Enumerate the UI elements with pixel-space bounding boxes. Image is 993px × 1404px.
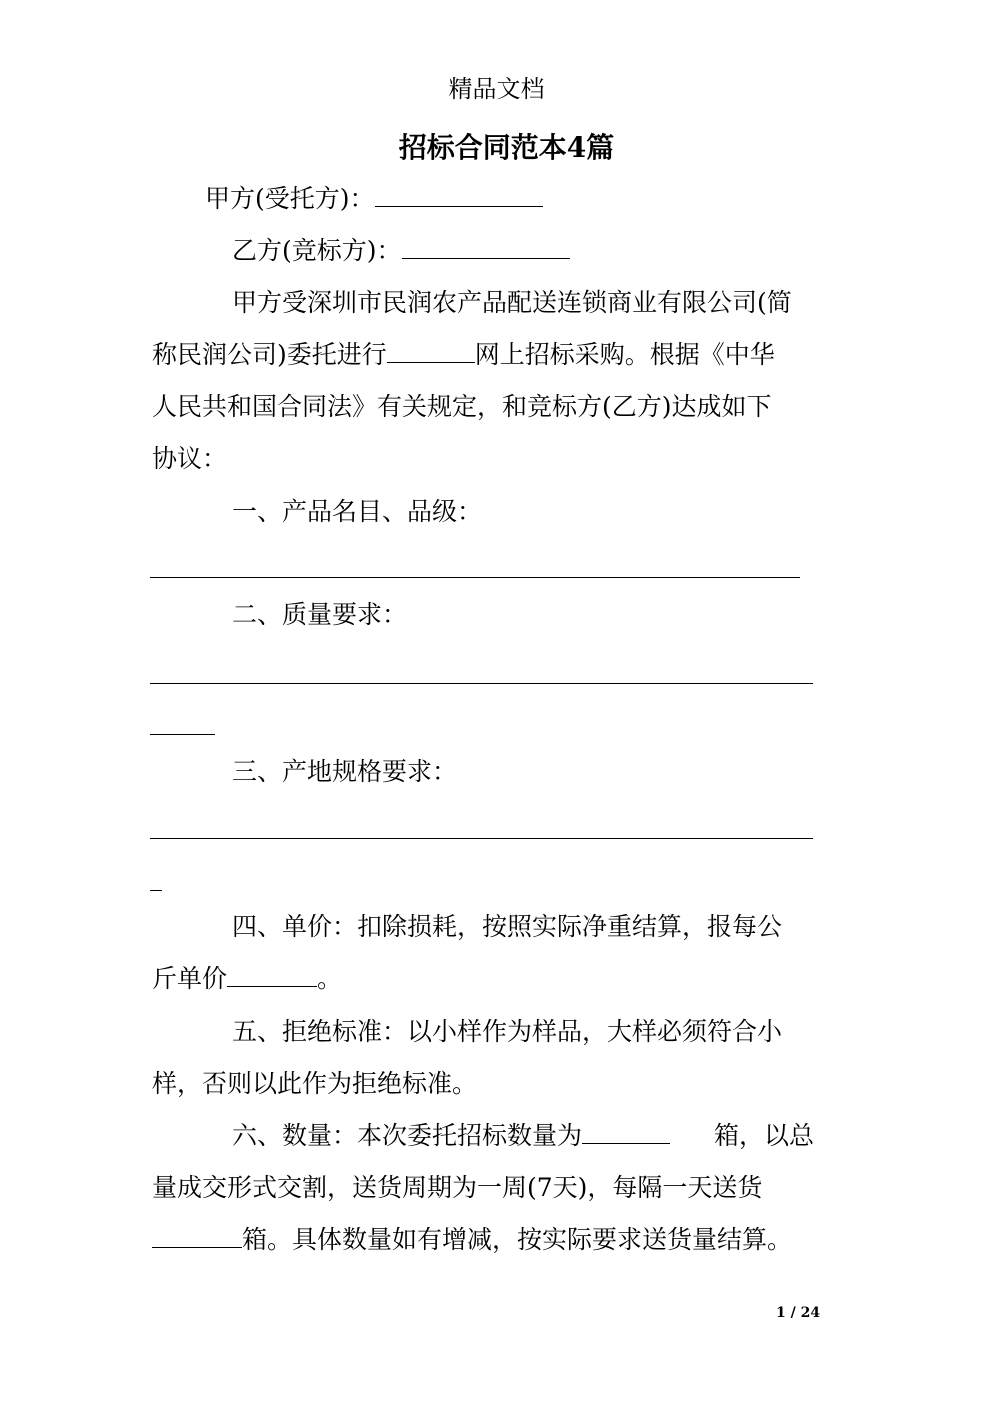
section-6-line-1b: 箱，以总 <box>714 1121 815 1150</box>
section-3-heading: 三、产地规格要求： <box>232 757 458 786</box>
page-number: 1 / 24 <box>776 1305 821 1321</box>
section-6-line-1 <box>232 1121 814 1151</box>
document-title: 招标合同范本4篇 <box>398 131 615 164</box>
intro-line-2 <box>152 340 775 370</box>
party-a-label: 甲方(受托方)： <box>205 184 375 213</box>
section-3-blank-cont[interactable] <box>150 890 162 891</box>
section-2-blank-cont[interactable] <box>150 734 215 735</box>
intro-line-2b: 网上招标采购。根据《中华 <box>474 340 775 369</box>
party-b-label: 乙方(竞标方)： <box>232 236 402 265</box>
party-a-line <box>205 184 543 214</box>
intro-line-1: 甲方受深圳市民润农产品配送连锁商业有限公司(简 <box>232 288 792 317</box>
intro-line-3: 人民共和国合同法》有关规定，和竞标方(乙方)达成如下 <box>152 392 772 421</box>
section-4-line-2b: 。 <box>317 964 343 993</box>
party-b-blank[interactable] <box>402 236 570 259</box>
project-blank[interactable] <box>387 340 475 363</box>
section-6-line-3-text: 箱。具体数量如有增减，按实际要求送货量结算。 <box>242 1225 793 1254</box>
section-2-blank[interactable] <box>150 683 813 684</box>
section-6-line-2: 量成交形式交割，送货周期为一周(7天)，每隔一天送货 <box>152 1173 763 1202</box>
unit-price-blank[interactable] <box>227 964 317 987</box>
section-2-heading: 二、质量要求： <box>232 600 408 629</box>
quantity-blank[interactable] <box>582 1121 670 1144</box>
delivery-quantity-blank[interactable] <box>152 1225 242 1248</box>
page-header: 精品文档 <box>448 75 545 103</box>
party-a-blank[interactable] <box>375 184 543 207</box>
section-4-line-2a: 斤单价 <box>152 964 228 993</box>
section-1-heading: 一、产品名目、品级： <box>232 497 483 526</box>
section-1-blank[interactable] <box>150 577 800 578</box>
section-3-blank[interactable] <box>150 838 813 839</box>
section-5-line-1: 五、拒绝标准：以小样作为样品，大样必须符合小 <box>232 1017 783 1046</box>
party-b-line <box>232 236 570 266</box>
section-6-line-1a: 六、数量：本次委托招标数量为 <box>232 1121 583 1150</box>
section-6-line-3 <box>152 1225 792 1255</box>
intro-line-4: 协议： <box>152 444 228 473</box>
intro-line-2a: 称民润公司)委托进行 <box>152 340 387 369</box>
section-4-line-1: 四、单价：扣除损耗，按照实际净重结算，报每公 <box>232 912 783 941</box>
section-5-line-2: 样，否则以此作为拒绝标准。 <box>152 1069 478 1098</box>
section-4-line-2 <box>152 964 342 994</box>
